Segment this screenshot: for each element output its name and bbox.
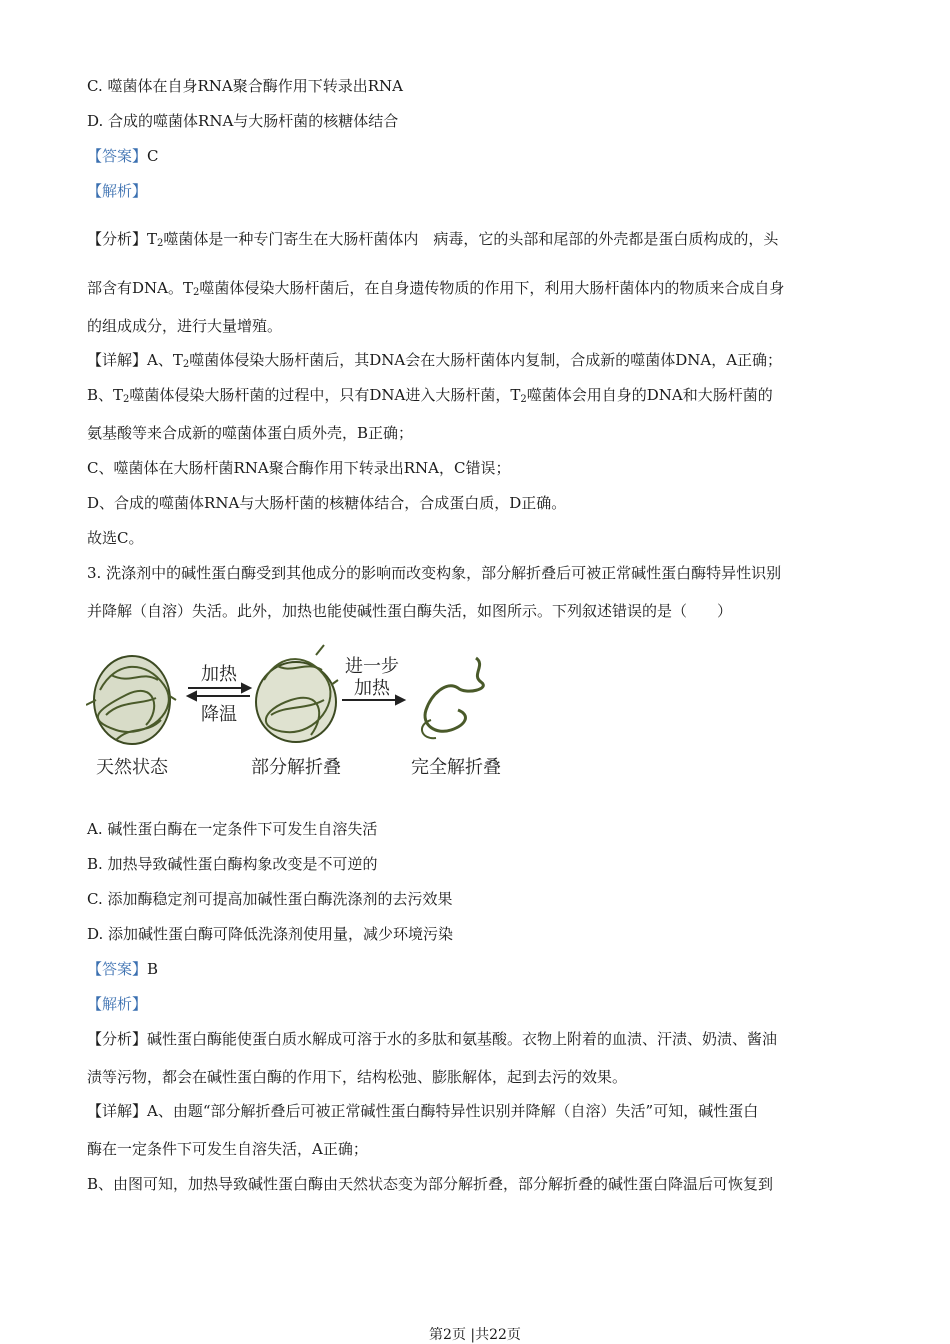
fenxi-tag: 【分析】 bbox=[87, 1030, 148, 1048]
q2-xiangjie-line-2 bbox=[87, 385, 773, 405]
subscript: 2 bbox=[182, 359, 190, 370]
text-span: B、T bbox=[87, 386, 124, 404]
text-span: 噬菌体是一种专门寄生在大肠杆菌体内 病毒，它的头部和尾部的外壳都是蛋白质构成的，头 bbox=[163, 230, 779, 248]
text-span: 碱性蛋白酶能使蛋白质水解成可溶于水的多肽和氨基酸。衣物上附着的血渍、汗渍、奶渍、酱油 bbox=[147, 1030, 778, 1048]
q2-answer bbox=[87, 146, 159, 166]
q3-stem-line-1: 3. 洗涤剂中的碱性蛋白酶受到其他成分的影响而改变构象，部分解折叠后可被正常碱性蛋白酶特异性识别 bbox=[87, 564, 782, 582]
answer-value: C bbox=[147, 147, 159, 165]
text-span: 部含有DNA。T bbox=[87, 279, 193, 297]
q2-option-d: D. 合成的噬菌体RNA与大肠杆菌的核糖体结合 bbox=[87, 112, 399, 130]
q2-xiangjie-line-5: D、合成的噬菌体RNA与大肠杆菌的核糖体结合，合成蛋白质，D正确。 bbox=[87, 494, 567, 512]
full-unfold-label: 完全解折叠 bbox=[411, 757, 501, 778]
text-span: T bbox=[147, 230, 158, 248]
q2-jiexi-tag: 【解析】 bbox=[87, 182, 148, 200]
xiangjie-tag: 【详解】 bbox=[87, 351, 148, 369]
q2-fenxi-line-2 bbox=[87, 278, 784, 298]
native-state-label: 天然状态 bbox=[96, 757, 168, 778]
q3-answer bbox=[87, 959, 158, 979]
q2-xiangjie-line-4: C、噬菌体在大肠杆菌RNA聚合酶作用下转录出RNA，C错误； bbox=[87, 459, 511, 477]
q2-fenxi-line-1 bbox=[87, 229, 778, 249]
text-span: A、由题“部分解折叠后可被正常碱性蛋白酶特异性识别并降解（自溶）失活”可知，碱性蛋白 bbox=[147, 1102, 759, 1120]
q3-option-b: B. 加热导致碱性蛋白酶构象改变是不可逆的 bbox=[87, 855, 378, 873]
text-span: 噬菌体侵染大肠杆菌后，在自身遗传物质的作用下，利用大肠杆菌体内的物质来合成自身 bbox=[199, 279, 785, 297]
q3-fenxi-line-2: 渍等污物，都会在碱性蛋白酶的作用下，结构松弛、膨胀解体，起到去污的效果。 bbox=[87, 1068, 628, 1086]
answer-tag: 【答案】 bbox=[87, 147, 148, 165]
text-span: 噬菌体侵染大肠杆菌后，其DNA会在大肠杆菌体内复制，合成新的噬菌体DNA，A正确； bbox=[189, 351, 783, 369]
subscript: 2 bbox=[193, 287, 200, 298]
text-span: 噬菌体会用自身的DNA和大肠杆菌的 bbox=[526, 386, 773, 404]
q3-stem-line-2: 并降解（自溶）失活。此外，加热也能使碱性蛋白酶失活，如图所示。下列叙述错误的是（ ） bbox=[87, 602, 733, 620]
subscript: 2 bbox=[123, 394, 130, 405]
text-span: 噬菌体侵染大肠杆菌的过程中，只有DNA进入大肠杆菌，T bbox=[129, 386, 521, 404]
q2-xiangjie-line-3: 氨基酸等来合成新的噬菌体蛋白质外壳，B正确； bbox=[87, 424, 414, 442]
answer-value: B bbox=[147, 960, 159, 978]
arrow2-line1-label: 进一步 bbox=[345, 656, 399, 677]
arrow1-bottom-label: 降温 bbox=[201, 704, 237, 725]
fully-unfolded-protein-image bbox=[422, 658, 483, 738]
q2-option-c: C. 噬菌体在自身RNA聚合酶作用下转录出RNA bbox=[87, 77, 403, 95]
q3-option-d: D. 添加碱性蛋白酶可降低洗涤剂使用量，减少环境污染 bbox=[87, 925, 454, 943]
q3-option-c: C. 添加酶稳定剂可提高加碱性蛋白酶洗涤剂的去污效果 bbox=[87, 890, 453, 908]
subscript: 2 bbox=[157, 238, 164, 249]
xiangjie-tag: 【详解】 bbox=[87, 1102, 148, 1120]
page-footer: 第2页 |共22页 bbox=[429, 1327, 521, 1343]
q3-fenxi-line-1 bbox=[87, 1029, 777, 1049]
reversible-arrow bbox=[188, 684, 250, 700]
partially-unfolded-protein-image bbox=[256, 645, 338, 742]
q2-fenxi-line-3: 的组成成分，进行大量增殖。 bbox=[87, 317, 283, 335]
q3-xiangjie-line-1 bbox=[87, 1101, 758, 1121]
q2-xiangjie-line-6: 故选C。 bbox=[87, 529, 144, 547]
subscript: 2 bbox=[520, 394, 527, 405]
text-span: A、T bbox=[147, 351, 183, 369]
q3-option-a: A. 碱性蛋白酶在一定条件下可发生自溶失活 bbox=[87, 820, 378, 838]
arrow1-top-label: 加热 bbox=[201, 664, 237, 685]
arrow2-line2-label: 加热 bbox=[354, 678, 390, 699]
q3-xiangjie-line-2: 酶在一定条件下可发生自溶失活，A正确； bbox=[87, 1140, 368, 1158]
q2-xiangjie-line-1 bbox=[87, 350, 782, 370]
answer-tag: 【答案】 bbox=[87, 960, 148, 978]
enzyme-folding-figure bbox=[86, 640, 516, 790]
q3-jiexi-tag: 【解析】 bbox=[87, 995, 148, 1013]
partial-unfold-label: 部分解折叠 bbox=[251, 757, 341, 778]
q3-xiangjie-line-3: B、由图可知，加热导致碱性蛋白酶由天然状态变为部分解折叠，部分解折叠的碱性蛋白降温后可恢复到 bbox=[87, 1175, 774, 1193]
native-protein-image bbox=[86, 656, 176, 744]
fenxi-tag: 【分析】 bbox=[87, 230, 148, 248]
